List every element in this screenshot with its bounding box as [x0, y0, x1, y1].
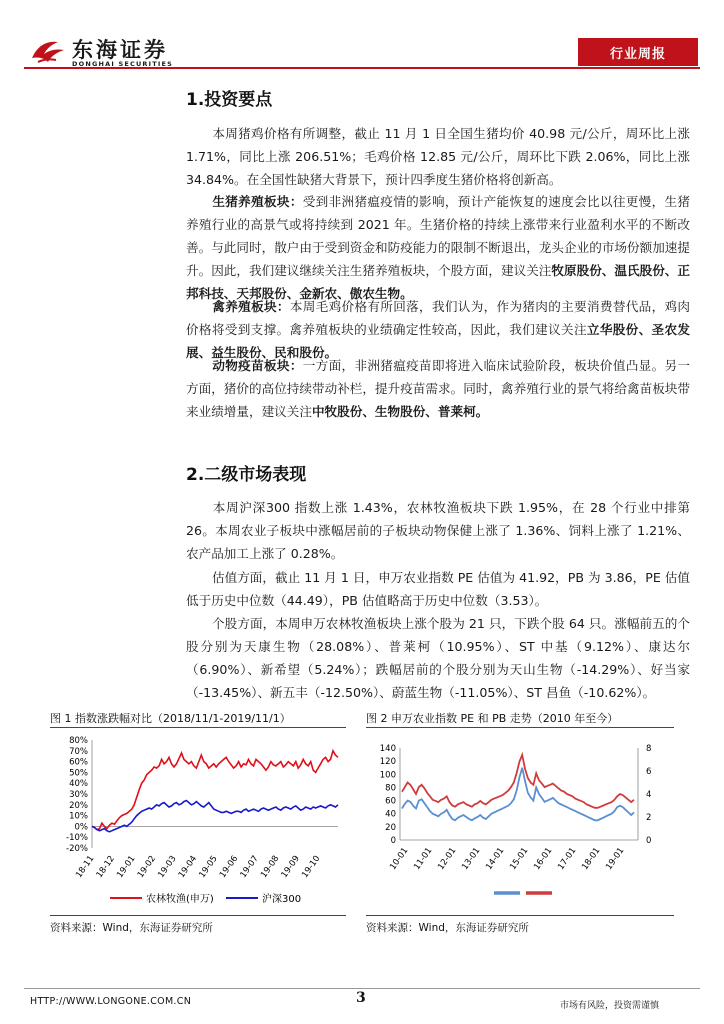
x-tick-label: 19-07 [238, 853, 261, 880]
figure-2-chart [366, 732, 674, 912]
figure-1-title: 图 1 指数涨跌幅对比（2018/11/1-2019/11/1） [50, 712, 291, 725]
x-tick-label: 19-01 [604, 845, 627, 872]
x-tick-label: 13-01 [460, 845, 483, 872]
figure-2-top-rule [366, 727, 674, 728]
section-1-title: 1.投资要点 [186, 90, 273, 110]
y-right-tick-label: 4 [646, 790, 652, 800]
figure-1-chart [50, 732, 346, 912]
y-right-tick-label: 0 [646, 836, 652, 846]
x-tick-label: 19-04 [176, 853, 200, 880]
section-2-paragraph-3: 个股方面，本周申万农林牧渔板块上涨个股为 21 只，下跌个股 64 只。涨幅前五的个股分别为天康生物（28.08%）、普莱柯（10.95%）、ST 中基（9.12%）、康达尔（6.90%）、新希望（5.24%）；跌幅居前的个股分别为天山生物（-14.29%）、好当家（-13.45%）、新五丰（-12.50%）、蔚蓝生物（-11.05%）、ST 昌鱼（-10.62%）。 [186, 616, 690, 700]
series-line-pe [402, 768, 634, 821]
y-right-tick-label: 8 [646, 744, 652, 754]
x-tick-label: 19-05 [197, 853, 220, 880]
x-tick-label: 14-01 [484, 845, 507, 872]
y-left-tick-label: 80 [385, 783, 396, 794]
y-tick-label: -10% [66, 833, 88, 844]
x-tick-label: 16-01 [532, 845, 555, 872]
figure-2-source: 资料来源：Wind，东海证券研究所 [366, 922, 529, 934]
y-left-tick-label: 140 [379, 744, 396, 754]
header-divider [24, 67, 700, 69]
y-left-tick-label: 60 [385, 796, 396, 807]
x-tick-label: 19-02 [135, 853, 159, 880]
x-tick-label: 11-01 [412, 845, 435, 872]
legend-label-agri: 农林牧渔(申万) [146, 894, 214, 905]
x-tick-label: 18-11 [74, 853, 97, 880]
y-tick-label: 20% [69, 800, 88, 811]
x-tick-label: 19-09 [279, 853, 302, 880]
y-right-tick-label: 6 [646, 767, 652, 777]
logo-text-en: DONGHAI SECURITIES [72, 60, 174, 68]
logo-mark-icon [30, 36, 66, 66]
figure-1-source: 资料来源：Wind，东海证券研究所 [50, 922, 213, 934]
series-line-hs300 [92, 801, 338, 832]
section-1-paragraph-vaccine: 动物疫苗板块：一方面，非洲猪瘟疫苗即将进入临床试验阶段，板块价值凸显。另一方面，猪价的高位持续带动补栏，提升疫苗需求。同时，禽养殖行业的景气将给禽苗板块带来业绩增量，建议关注中牧股份、生物股份、普莱柯。 [186, 358, 691, 419]
y-tick-label: -20% [66, 844, 88, 854]
figure-1-top-rule [50, 727, 346, 728]
section-1-paragraph-poultry: 禽养殖板块：本周毛鸡价格有所回落，我们认为，作为猪肉的主要消费替代品，鸡肉价格将受到支撑。禽养殖板块的业绩确定性较高，因此，我们建议关注立华股份、圣农发展、益生股份、民和股份。 [186, 299, 691, 360]
y-tick-label: 60% [69, 757, 88, 768]
y-tick-label: 50% [69, 768, 88, 779]
x-tick-label: 19-01 [115, 853, 138, 880]
x-tick-label: 19-08 [259, 853, 282, 880]
y-tick-label: 30% [69, 790, 88, 800]
section-1-paragraph-1: 本周猪鸡价格有所调整，截止 11 月 1 日全国生猪均价 40.98 元/公斤，周环比上涨 1.71%，同比上涨 206.51%；毛鸡价格 12.85 元/公斤，周环比下跌 2.06%，同比上涨 34.84%。在全国性缺猪大背景下，预计四季度生猪价格将创新高。 [186, 126, 690, 187]
x-tick-label: 19-06 [217, 853, 241, 880]
section-1-paragraph-pig: 生猪养殖板块：受到非洲猪瘟疫情的影响，预计产能恢复的速度会比以往更慢，生猪养殖行业的高景气或将持续到 2021 年。生猪价格的持续上涨带来行业盈利水平的不断改善。与此同时，散户由于受到资金和防疫能力的限制不断退出，龙头企业的市场份额加速提升。因此，我们建议继续关注生猪养殖板块，个股方面，建议关注牧原股份、温氏股份、正邦科技、天邦股份、金新农、傲农生物。 [186, 194, 691, 301]
logo-text-cn: 东海证券 [72, 37, 168, 62]
x-tick-label: 18-01 [580, 845, 603, 872]
footer-divider [24, 988, 700, 989]
x-tick-label: 10-01 [388, 845, 411, 872]
x-tick-label: 19-10 [300, 853, 323, 880]
figure-2-bottom-rule [366, 915, 674, 916]
y-right-tick-label: 2 [646, 813, 652, 823]
section-2-paragraph-2: 估值方面，截止 11 月 1 日，申万农业指数 PE 估值为 41.92，PB 为 3.86，PE 估值低于历史中位数（44.49），PB 估值略高于历史中位数（3.53）。 [186, 570, 690, 608]
y-tick-label: 10% [69, 811, 88, 822]
section-2-paragraph-1: 本周沪深300 指数上涨 1.43%，农林牧渔板块下跌 1.95%，在 28 个行业中排第 26。本周农业子板块中涨幅居前的子板块动物保健上涨了 1.36%、饲料上涨了 1.21%、农产品加工上涨了 0.28%。 [186, 500, 690, 561]
y-tick-label: 0% [74, 822, 88, 833]
x-tick-label: 18-12 [94, 853, 118, 880]
y-left-tick-label: 120 [379, 757, 396, 768]
report-type-tag: 行业周报 [578, 38, 698, 66]
x-tick-label: 15-01 [508, 845, 531, 872]
y-left-tick-label: 40 [385, 809, 396, 820]
y-tick-label: 40% [69, 779, 88, 790]
x-tick-label: 12-01 [436, 845, 459, 872]
footer-risk-warning: 市场有风险，投资需谨慎 [560, 1001, 660, 1011]
series-line-agri [92, 751, 338, 830]
y-left-tick-label: 100 [379, 770, 396, 781]
x-tick-label: 17-01 [556, 845, 579, 872]
y-tick-label: 70% [69, 746, 88, 757]
page-number: 3 [356, 990, 366, 1006]
figure-2-title: 图 2 申万农业指数 PE 和 PB 走势（2010 年至今） [366, 712, 619, 725]
legend-label-hs300: 沪深300 [262, 894, 302, 905]
x-tick-label: 19-03 [156, 853, 179, 880]
footer-url[interactable]: HTTP://WWW.LONGONE.COM.CN [30, 996, 192, 1007]
y-left-tick-label: 0 [390, 836, 396, 846]
y-tick-label: 80% [69, 736, 88, 746]
figure-1-bottom-rule [50, 915, 346, 916]
y-left-tick-label: 20 [385, 822, 396, 833]
section-2-title: 2.二级市场表现 [186, 465, 307, 485]
